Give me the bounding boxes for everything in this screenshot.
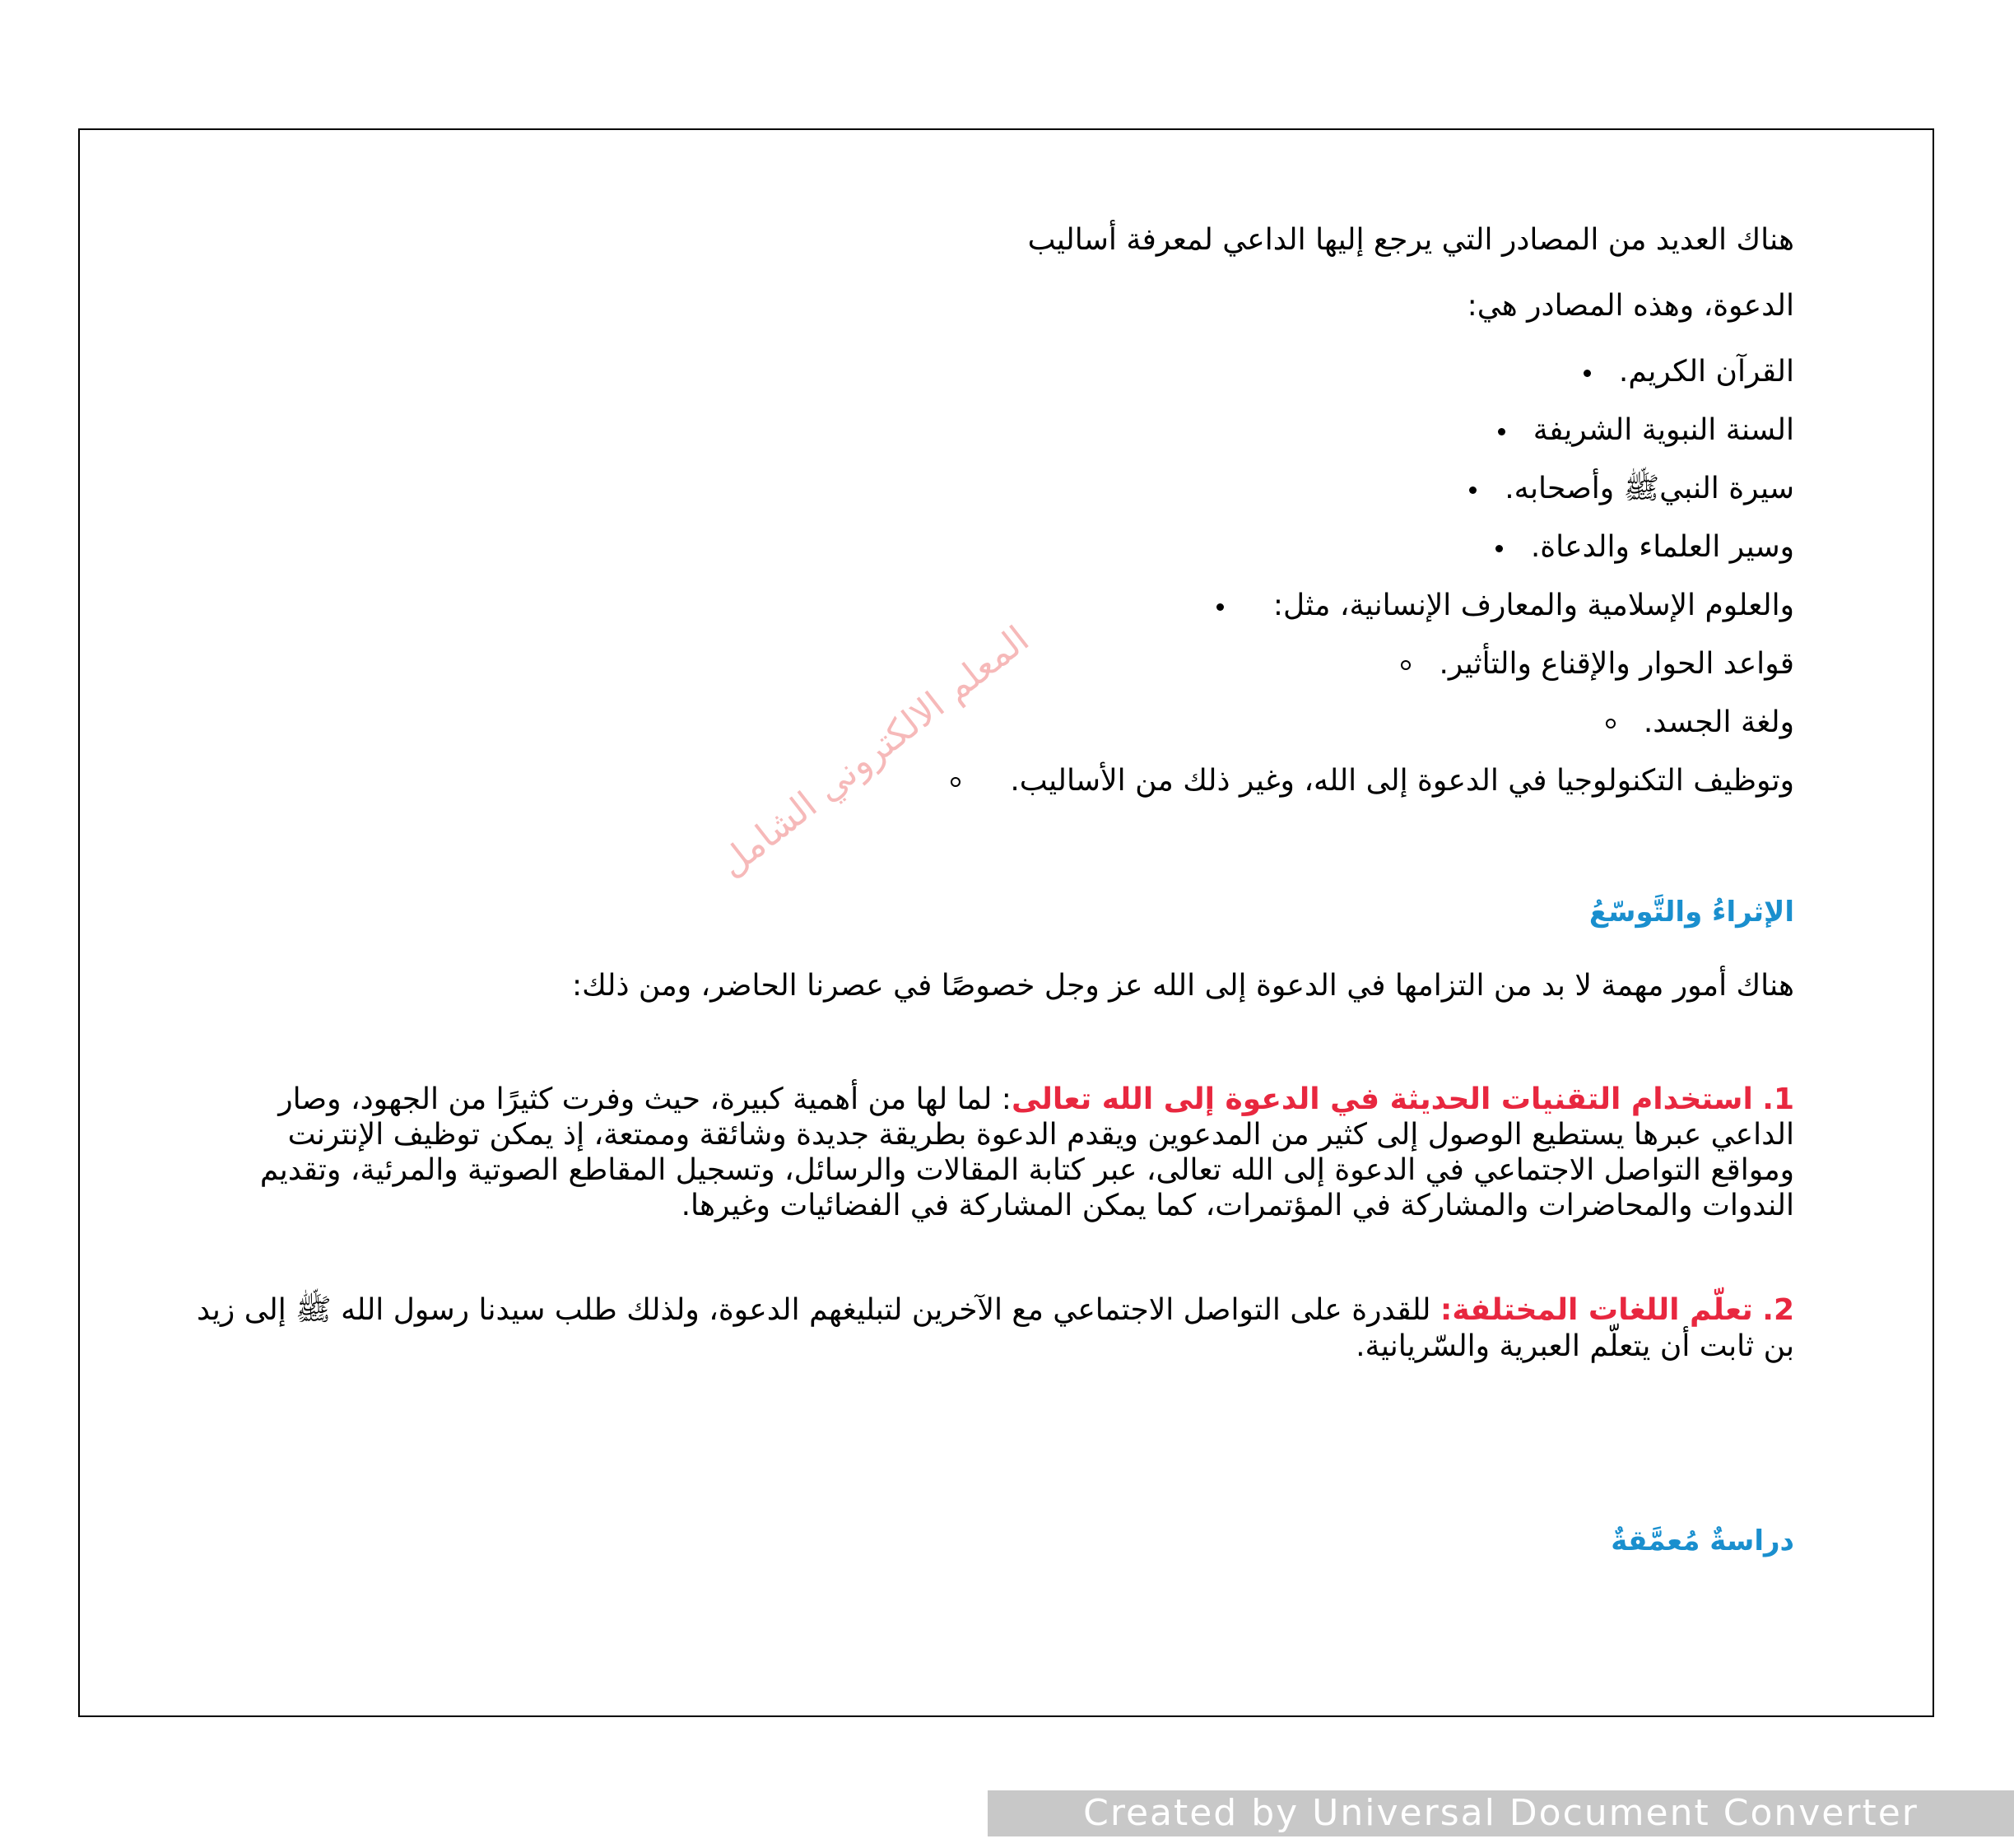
bullet-circle-icon (1401, 660, 1411, 670)
document-content (197, 222, 1794, 1622)
enrichment-heading: الإثراءُ والتَّوسّعُ (1588, 896, 1794, 929)
point-number: 1. (1762, 1082, 1794, 1116)
converter-badge: Created by Universal Document Converter (988, 1790, 2014, 1836)
list-item-text: ولغة الجسد. (1643, 705, 1794, 739)
bullet-dot-icon (1216, 603, 1224, 611)
list-item (230, 588, 1794, 624)
list-item (230, 529, 1794, 566)
list-item (230, 354, 1794, 390)
sources-list (230, 354, 1794, 799)
list-item (230, 705, 1794, 741)
point-title: تعلّم اللغات المختلفة: (1440, 1293, 1753, 1327)
list-item-text: قواعد الحوار والإقناع والتأثير. (1439, 647, 1794, 681)
point-body: للقدرة على التواصل الاجتماعي مع الآخرين لتبليغهم الدعوة، ولذلك طلب سيدنا رسول الله ﷺ إلى زيد بن ثابت أن يتعلّم العبرية والسّريانية. (197, 1293, 1794, 1363)
bullet-dot-icon (1498, 428, 1505, 435)
list-item-text: سيرة النبيﷺ وأصحابه. (1505, 472, 1794, 505)
bullet-dot-icon (1469, 486, 1477, 494)
list-item-text: السنة النبوية الشريفة (1533, 413, 1794, 447)
watermark-text: المعلم الالكتروني الشامل (711, 617, 1037, 886)
list-item (230, 412, 1794, 449)
list-item-text: وتوظيف التكنولوجيا في الدعوة إلى الله، وغير ذلك من الأساليب. (1010, 764, 1794, 798)
list-item-text: القرآن الكريم. (1618, 355, 1794, 389)
deep-study-heading: دراسةٌ مُعمَّقةٌ (1611, 1524, 1794, 1557)
point-number: 2. (1762, 1293, 1794, 1327)
enrichment-intro: هناك أمور مهمة لا بد من التزامها في الدعوة إلى الله عز وجل خصوصًا في عصرنا الحاضر، ومن ذلك: (572, 969, 1794, 1003)
list-item (230, 646, 1794, 682)
list-item-text: والعلوم الإسلامية والمعارف الإنسانية، مثل: (1272, 589, 1794, 622)
bullet-dot-icon (1495, 545, 1503, 552)
bullet-circle-icon (951, 777, 960, 787)
intro-line-1: هناك العديد من المصادر التي يرجع إليها الداعي لمعرفة أساليب (1027, 223, 1794, 257)
point-title: استخدام التقنيات الحديثة في الدعوة إلى الله تعالى (1011, 1082, 1753, 1116)
bullet-circle-icon (1606, 719, 1616, 728)
point-2 (181, 1292, 1794, 1365)
list-item-text: وسير العلماء والدعاة. (1530, 530, 1794, 564)
point-1 (230, 1082, 1794, 1223)
list-item (230, 471, 1794, 507)
point-body: : لما لها من أهمية كبيرة، حيث وفرت كثيرًا من الجهود، وصار الداعي عبرها يستطيع الوصول إلى كثير من المدعوين ويقدم الدعوة بطريقة جديدة وشائقة وممتعة، إذ يمكن توظيف الإنترنت ومواقع التواصل الاجتماعي في الدعوة إلى الله تعالى، عبر كتابة المقالات والرسائل، وتسجيل المقاطع الصوتية والمرئية، وتقديم الندوات والمحاضرات والمشاركة في المؤتمرات، كما يمكن المشاركة في الفضائيات وغيرها. (259, 1082, 1794, 1222)
intro-line-2: الدعوة، وهذه المصادر هي: (1467, 289, 1794, 323)
list-item (230, 763, 1794, 799)
bullet-dot-icon (1584, 370, 1591, 377)
